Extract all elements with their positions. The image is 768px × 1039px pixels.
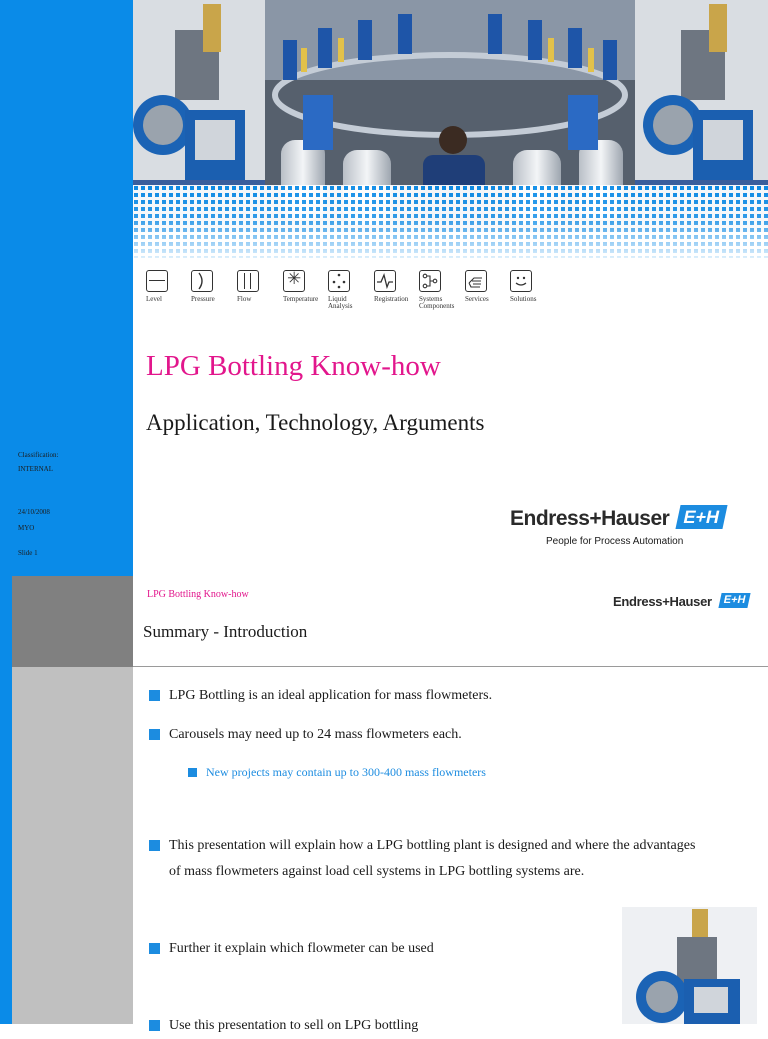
eh-logo-icon: E+H bbox=[718, 593, 750, 608]
sidebar-body-block bbox=[12, 667, 133, 1024]
square-bullet-icon bbox=[149, 690, 160, 701]
pressure-icon: Pressure bbox=[191, 270, 235, 303]
bullet-item: Carousels may need up to 24 mass flowmeters each. bbox=[149, 722, 729, 748]
square-bullet-icon bbox=[149, 729, 160, 740]
logo-tagline: People for Process Automation bbox=[546, 536, 684, 547]
square-bullet-icon bbox=[188, 768, 197, 777]
slide-date: 24/10/2008 bbox=[18, 508, 50, 516]
sub-bullet-item: New projects may contain up to 300-400 mass flowmeters bbox=[188, 765, 486, 780]
square-bullet-icon bbox=[149, 943, 160, 954]
temperature-icon: ✳ Temperature bbox=[283, 269, 319, 303]
flowmeter-photo bbox=[622, 907, 757, 1024]
classification-label: Classification: bbox=[18, 451, 59, 459]
product-icon-row bbox=[146, 270, 566, 320]
header-banner bbox=[133, 0, 768, 258]
endress-hauser-logo bbox=[510, 505, 730, 550]
header-divider bbox=[133, 666, 768, 667]
sidebar-header-block bbox=[12, 576, 133, 667]
eh-logo-icon: E+H bbox=[675, 505, 727, 529]
bullet-item: This presentation will explain how a LPG bottling plant is designed and where the advantages of mass flowmeters against load cell systems in LPG bottling systems are. bbox=[149, 833, 709, 885]
summary-slide bbox=[0, 576, 768, 1033]
bullet-item: LPG Bottling is an ideal application for mass flowmeters. bbox=[149, 683, 729, 709]
slide-sidebar bbox=[0, 0, 133, 576]
bullet-item: Use this presentation to sell on LPG bottling bbox=[149, 1013, 609, 1039]
registration-icon: Registration bbox=[374, 270, 418, 303]
bullet-item: Further it explain which flowmeter can be used bbox=[149, 936, 609, 962]
slide-number: Slide 1 bbox=[18, 549, 38, 557]
square-bullet-icon bbox=[149, 1020, 160, 1031]
services-icon: Services bbox=[465, 270, 509, 303]
slide-heading: Summary - Introduction bbox=[143, 622, 308, 641]
solutions-icon: Solutions bbox=[510, 270, 554, 303]
endress-hauser-logo-small bbox=[613, 593, 763, 611]
presentation-title: LPG Bottling Know-how bbox=[146, 350, 441, 382]
slide-edge-bar bbox=[0, 576, 12, 1024]
liquid-analysis-icon: Liquid Analysis bbox=[328, 270, 372, 310]
logo-wordmark: Endress+Hauser bbox=[613, 594, 712, 609]
presentation-subtitle: Application, Technology, Arguments bbox=[146, 410, 485, 435]
slide-author: MYO bbox=[18, 524, 35, 532]
systems-components-icon: Systems Components bbox=[419, 270, 463, 310]
classification-value: INTERNAL bbox=[18, 465, 53, 473]
logo-wordmark: Endress+Hauser bbox=[510, 507, 670, 530]
breadcrumb: LPG Bottling Know-how bbox=[147, 589, 249, 600]
dot-pattern bbox=[133, 185, 768, 258]
level-icon: Level bbox=[146, 270, 190, 303]
flow-icon: Flow bbox=[237, 270, 281, 303]
square-bullet-icon bbox=[149, 840, 160, 851]
